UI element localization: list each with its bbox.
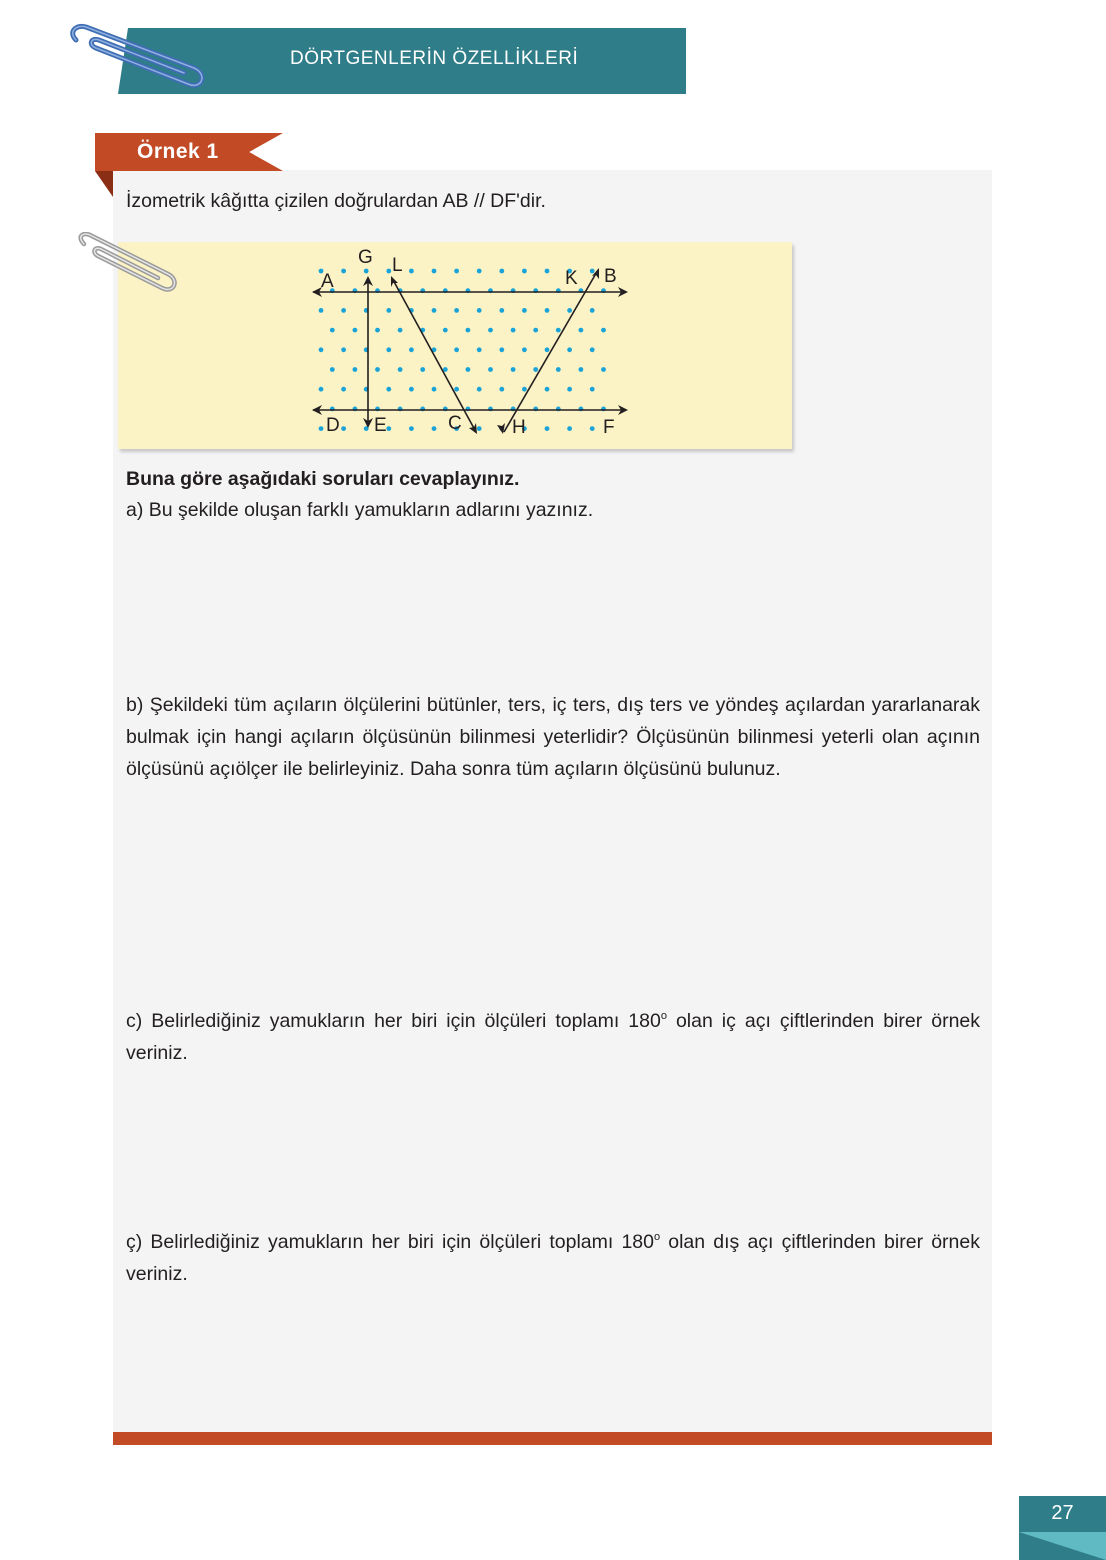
arrow-h	[497, 423, 505, 434]
grid-dot	[522, 269, 527, 274]
paperclip-icon	[66, 18, 216, 98]
grid-dot	[454, 308, 459, 313]
question-cc	[126, 1221, 980, 1290]
grid-dot	[432, 387, 437, 392]
grid-dot	[386, 347, 391, 352]
degree-symbol: o	[660, 1010, 667, 1022]
grid-dot	[409, 269, 414, 274]
grid-dot	[330, 328, 335, 333]
grid-dot	[386, 269, 391, 274]
grid-dot	[590, 269, 595, 274]
grid-dot	[466, 328, 471, 333]
grid-dot	[420, 367, 425, 372]
question-c-text: c) Belirlediğiniz yamukların her biri için ölçüleri toplamı 180	[126, 1010, 661, 1032]
grid-dot	[499, 347, 504, 352]
grid-dot	[341, 387, 346, 392]
grid-dot	[330, 367, 335, 372]
grid-dot	[522, 347, 527, 352]
grid-dot	[466, 367, 471, 372]
grid-dot	[567, 426, 572, 431]
grid-dot	[319, 426, 324, 431]
grid-dot	[499, 387, 504, 392]
label-b: B	[604, 266, 617, 287]
page-title: DÖRTGENLERİN ÖZELLİKLERİ	[290, 48, 579, 69]
label-h: H	[512, 417, 526, 438]
grid-dot	[386, 387, 391, 392]
grid-dot	[319, 387, 324, 392]
grid-dot	[477, 269, 482, 274]
instruction-text: Buna göre aşağıdaki soruları cevaplayınız.	[126, 468, 520, 490]
grid-dot	[601, 328, 606, 333]
grid-dot	[556, 328, 561, 333]
example-ribbon-fold	[95, 171, 113, 197]
grid-dot	[601, 367, 606, 372]
grid-dot	[353, 367, 358, 372]
grid-dot	[409, 426, 414, 431]
grid-dot	[375, 328, 380, 333]
grid-dot	[454, 387, 459, 392]
question-cc-text-end: olan dış açı çiftlerinden birer örnek veriniz.	[126, 1231, 980, 1285]
grid-dot	[545, 308, 550, 313]
grid-dot	[579, 367, 584, 372]
grid-dot	[454, 269, 459, 274]
question-b: b) Şekildeki tüm açıların ölçülerini bütünler, ters, iç ters, dış ters ve yöndeş açılardan yararlanarak bulmak için hangi açıların ölçüsünün bilinmesi yeterlidir? Ölçüsünün bilinmesi yeterli olan açının ölçüsünü açıölçer ile belirleyiniz. Daha sonra tüm açıların ölçüsünü bulunuz.	[126, 694, 980, 780]
grid-dot	[353, 328, 358, 333]
grid-dot	[432, 308, 437, 313]
label-g: G	[358, 247, 373, 268]
grid-dot	[398, 367, 403, 372]
grid-dot	[567, 308, 572, 313]
grid-dot	[432, 269, 437, 274]
example-label: Örnek 1	[137, 140, 219, 163]
grid-dot	[364, 269, 369, 274]
grid-dot	[477, 426, 482, 431]
grid-dot	[386, 426, 391, 431]
grid-dot	[386, 308, 391, 313]
line-lc	[392, 278, 476, 432]
label-a: A	[321, 271, 334, 292]
grid-dot	[567, 387, 572, 392]
grid-dot	[409, 347, 414, 352]
label-f: F	[603, 417, 615, 438]
grid-dot	[443, 328, 448, 333]
question-cc-text: ç) Belirlediğiniz yamukların her biri için ölçüleri toplamı 180	[126, 1231, 654, 1253]
grid-dot	[590, 308, 595, 313]
grid-dot	[533, 367, 538, 372]
label-d: D	[326, 415, 340, 436]
grid-dot	[432, 426, 437, 431]
grid-dot	[556, 367, 561, 372]
grid-dot	[454, 347, 459, 352]
grid-dot	[319, 308, 324, 313]
panel-bottom-bar	[113, 1432, 992, 1445]
arrow-l	[391, 276, 398, 287]
grid-dot	[398, 328, 403, 333]
grid-dot	[590, 347, 595, 352]
paperclip-icon	[72, 232, 182, 298]
grid-dot	[488, 367, 493, 372]
grid-dot	[567, 347, 572, 352]
grid-dot	[545, 269, 550, 274]
grid-dot	[488, 328, 493, 333]
arrow-c	[469, 423, 477, 434]
isometric-figure-svg	[118, 242, 792, 449]
grid-dot	[499, 269, 504, 274]
label-e: E	[374, 415, 387, 436]
grid-dot	[477, 347, 482, 352]
intro-text: İzometrik kâğıtta çizilen doğrulardan AB // DF'dir.	[126, 190, 546, 212]
grid-dot	[590, 387, 595, 392]
grid-dot	[319, 347, 324, 352]
page-number: 27	[1051, 1502, 1074, 1524]
degree-symbol: o	[653, 1231, 661, 1243]
grid-dot	[499, 308, 504, 313]
grid-dot	[545, 347, 550, 352]
grid-dot	[579, 328, 584, 333]
question-c-text-end: olan iç açı çiftlerinden birer örnek veriniz.	[126, 1010, 981, 1064]
isometric-figure	[118, 242, 792, 449]
line-kh	[504, 270, 598, 432]
grid-dot	[511, 328, 516, 333]
label-l: L	[392, 255, 403, 276]
grid-dot	[477, 308, 482, 313]
grid-dot	[545, 426, 550, 431]
grid-dot	[341, 308, 346, 313]
grid-dot	[341, 347, 346, 352]
grid-dot	[522, 308, 527, 313]
grid-dot	[409, 387, 414, 392]
label-k: K	[565, 268, 578, 289]
grid-dot	[522, 387, 527, 392]
grid-dot	[341, 269, 346, 274]
grid-dot	[545, 387, 550, 392]
grid-dot	[477, 387, 482, 392]
grid-dot	[533, 328, 538, 333]
grid-dot	[375, 367, 380, 372]
question-a: a) Bu şekilde oluşan farklı yamukların adlarını yazınız.	[126, 499, 594, 521]
label-c: C	[448, 413, 462, 434]
grid-dot	[341, 426, 346, 431]
question-c	[126, 1000, 980, 1069]
grid-dot	[590, 426, 595, 431]
grid-dot	[511, 367, 516, 372]
